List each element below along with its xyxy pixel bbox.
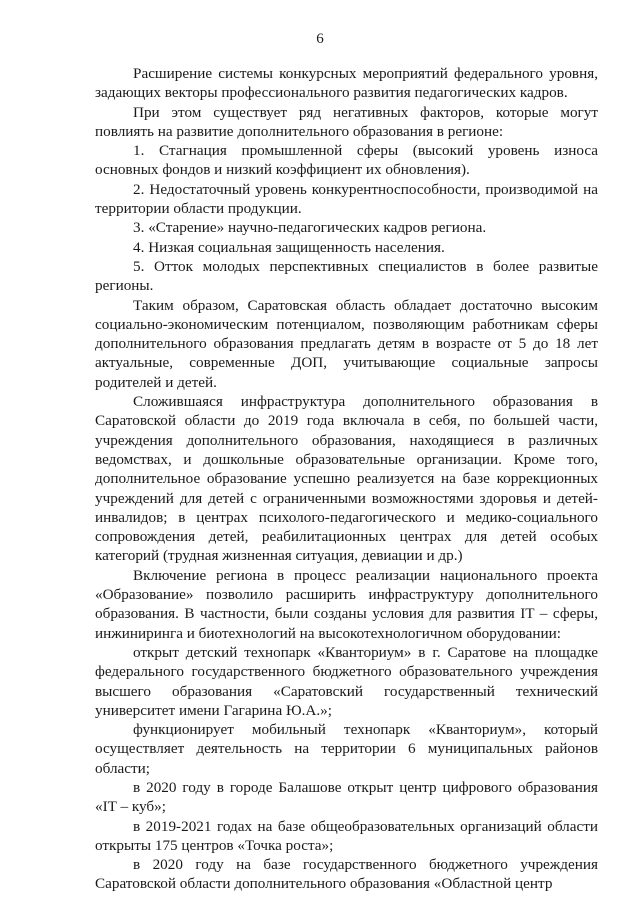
page-number: 6 xyxy=(316,31,324,47)
list-item-factor-4: 4. Низкая социальная защищенность населения. xyxy=(133,238,445,256)
list-item-factor-2: 2. Недостаточный уровень конкурентноспособности, производимой на территории области продукции. xyxy=(95,180,598,218)
paragraph-national-project: Включение региона в процесс реализации национального проекта «Образование» позволило расширить инфраструктуру дополнительного образования. В частности, были созданы условия для развития IT – сферы, инжиниринга и биотехнологий на высокотехнологичном оборудовании: xyxy=(95,566,598,642)
list-item-kvantorium: открыт детский технопарк «Кванториум» в г. Саратове на площадке федерального государственного бюджетного образовательного учреждения высшего образования «Саратовский государственный технический университет имени Гагарина Ю.А.»; xyxy=(95,643,598,719)
list-item-it-cube: в 2020 году в городе Балашове открыт центр цифрового образования «IT – куб»; xyxy=(95,778,598,816)
list-item-regional-center: в 2020 году на базе государственного бюджетного учреждения Саратовской области дополнительного образования «Областной центр xyxy=(95,856,598,893)
list-item-factor-3: 3. «Старение» научно-педагогических кадров региона. xyxy=(133,219,487,237)
document-body xyxy=(95,64,598,894)
list-item-factor-1: 1. Стагнация промышленной сферы (высокий уровень износа основных фондов и низкий коэффициент их обновления). xyxy=(95,142,598,179)
paragraph-infrastructure: Сложившаяся инфраструктура дополнительного образования в Саратовской области до 2019 года включала в себя, по большей части, учреждения дополнительного образования, находящиеся в различных ведомствах, и дошкольные образовательные организации. Кроме того, дополнительное образование успешно реализуется на базе коррекционных учреждений для детей с ограниченными возможностями здоровья и детей-инвалидов; в центрах психолого-педагогического и медико-социального сопровождения детей, реабилитационных центрах для детей особых категорий (трудная жизненная ситуация, девиации и др.) xyxy=(95,393,598,565)
paragraph-negative-factors-intro: При этом существует ряд негативных факторов, которые могут повлиять на развитие дополнительного образования в регионе: xyxy=(95,103,598,140)
list-item-factor-5: 5. Отток молодых перспективных специалистов в более развитые регионы. xyxy=(95,257,598,295)
list-item-growth-points: в 2019-2021 годах на базе общеобразовательных организаций области открыты 175 центров «Точка роста»; xyxy=(95,817,598,854)
paragraph-competitions: Расширение системы конкурсных мероприятий федерального уровня, задающих векторы профессионального развития педагогических кадров. xyxy=(95,65,598,102)
list-item-mobile-kvantorium: функционирует мобильный технопарк «Кванториум», который осуществляет деятельность на территории 6 муниципальных районов области; xyxy=(95,721,598,777)
paragraph-conclusion: Таким образом, Саратовская область обладает достаточно высоким социально-экономическим потенциалом, позволяющим работникам сферы дополнительного образования предлагать детям в возрасте от 5 до 18 лет актуальные, современные ДОП, учитывающие социальные запросы родителей и детей. xyxy=(95,296,598,391)
